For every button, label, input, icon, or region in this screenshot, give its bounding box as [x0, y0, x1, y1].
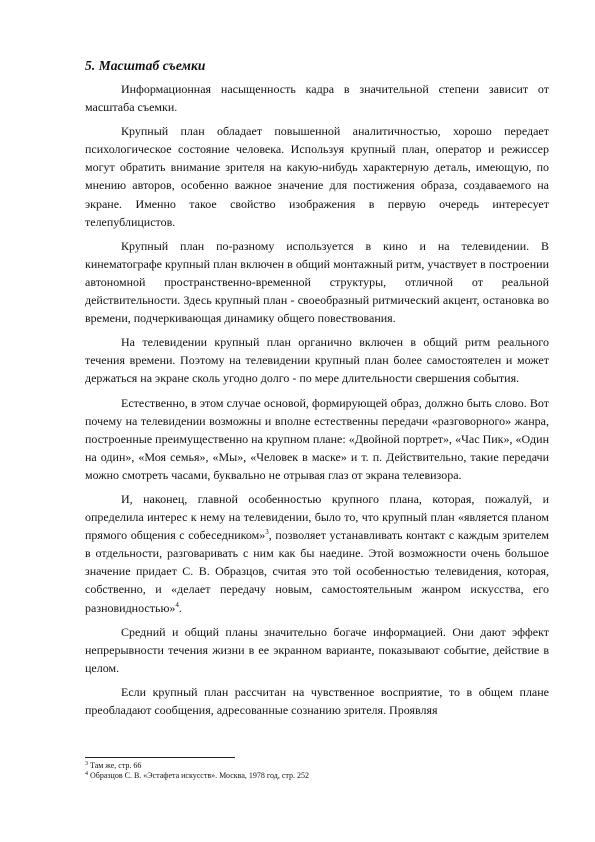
footnote-ref[interactable]: 4 — [175, 600, 179, 609]
paragraph: Если крупный план рассчитан на чувственное восприятие, то в общем плане преобладают сообщения, адресованные сознанию зрителя. Проявляя — [85, 684, 549, 717]
paragraph-text: И, наконец, главной особенностью крупного плана, которая, пожалуй, и определила интерес к нему на телевидении, было то, что крупный план «является планом прямого общения с собеседником» — [85, 491, 549, 543]
page-body — [85, 58, 549, 725]
paragraph: Средний и общий планы значительно богаче информацией. Они дают эффект непрерывности течения жизни в ее экранном варианте, показывают событие, действие в целом. — [85, 624, 549, 675]
footnote-ref[interactable]: 3 — [265, 528, 269, 537]
paragraph-text: . — [178, 600, 182, 615]
paragraph: Информационная насыщенность кадра в значительной степени зависит от масштаба съемки. — [85, 82, 549, 115]
paragraph-text: , позволяет устанавливать контакт с каждым зрителем в отдельности, разговаривать с ним как бы наедине. Этой возможности очень большое значение придает С. В. Образцов, считая это той особенностью телевидения, которая, собственно, и «делает передачу новым, самостоятельным жанром искусства, его разновидностью» — [85, 528, 549, 615]
paragraph: Крупный план обладает повышенной аналитичностью, хорошо передает психологическое состояние человека. Используя крупный план, оператор и режиссер могут обратить внимание зрителя на какую-нибудь характерную деталь, имеющую, по мнению авторов, особенно важное значение для постижения образа, создаваемого на экране. Именно такое свойство изображения в первую очередь интересует телепублицистов. — [85, 124, 549, 229]
footnote — [85, 771, 549, 781]
footnote-text: Там же, стр. 66 — [88, 761, 142, 770]
footnote-number: 4 — [85, 771, 88, 777]
paragraph: На телевидении крупный план органично включен в общий ритм реального течения времени. Поэтому на телевидении крупный план более самостоятелен и может держаться на экране сколь угодно долго - по мере длительности свершения события. — [85, 335, 549, 386]
section-heading: 5. Масштаб съемки — [85, 58, 206, 73]
footnote-text: Образцов С. В. «Эстафета искусств». Москва, 1978 год, стр. 252 — [88, 771, 309, 780]
footnote-number: 3 — [85, 761, 88, 767]
paragraph: Крупный план по-разному используется в кино и на телевидении. В кинематографе крупный план включен в общий монтажный ритм, участвует в построении автономной пространственно-временной структуры, отличной от реальной действительности. Здесь крупный план - своеобразный ритмический акцент, остановка во времени, подчеркивающая динамику общего повествования. — [85, 238, 549, 326]
footnote — [85, 761, 549, 771]
footnotes — [85, 757, 549, 781]
paragraph-with-footnotes — [85, 490, 549, 617]
paragraph: Естественно, в этом случае основой, формирующей образ, должно быть слово. Вот почему на телевидении возможны и вполне естественны передачи «разговорного» жанра, построенные преимущественно на крупном плане: «Двойной портрет», «Час Пик», «Один на один», «Моя семья», «Мы», «Человек в маске» и т. п. Действительно, такие передачи можно смотреть часами, буквально не отрывая глаз от экрана телевизора. — [85, 395, 549, 482]
footnote-divider — [85, 757, 235, 758]
